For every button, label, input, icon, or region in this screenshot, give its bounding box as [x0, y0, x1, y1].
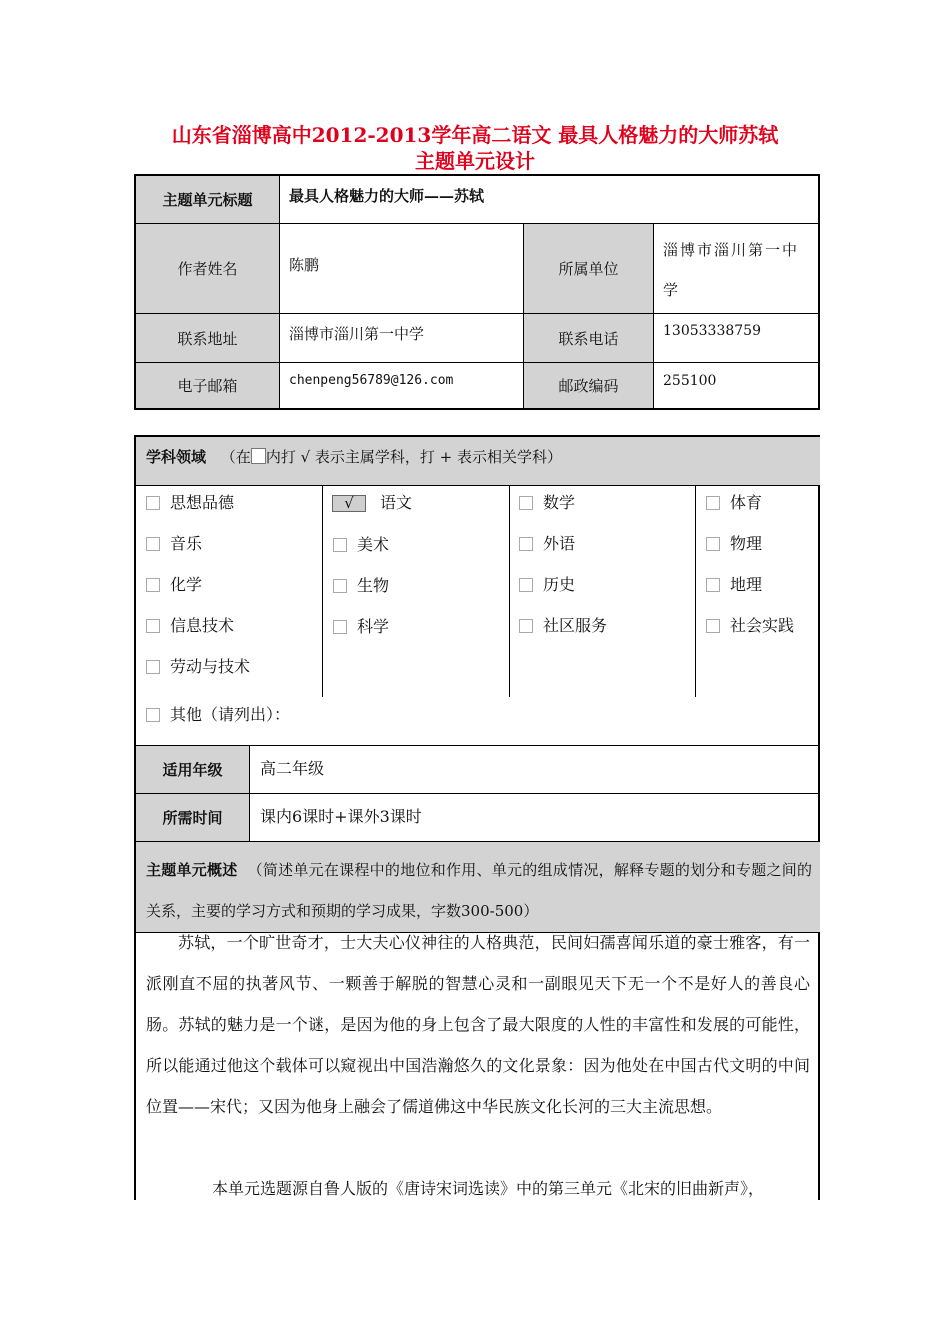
phone-value: 13053338759 [663, 323, 761, 339]
time-value: 课内6课时+课外3课时 [260, 807, 422, 826]
zip-label: 邮政编码 [558, 377, 619, 395]
subject-header-note-a: （在 [220, 448, 251, 466]
phone-label-cell [524, 314, 653, 362]
subject-label: 社区服务 [543, 616, 608, 635]
time-label: 所需时间 [162, 809, 223, 827]
info-table [134, 174, 820, 410]
zip-value: 255100 [663, 373, 717, 389]
checkbox-subject[interactable] [146, 619, 160, 633]
subject-label: 社会实践 [730, 616, 795, 635]
subject-label: 音乐 [170, 534, 203, 553]
checkbox-subject[interactable] [519, 537, 533, 551]
subject-header-note-b: 内打 √ 表示主属学科，打 + 表示相关学科） [265, 448, 563, 466]
checkbox-other[interactable] [146, 708, 160, 722]
unit-label-cell [524, 224, 653, 313]
title-line-1: 山东省淄博高中2012-2013学年高二语文 最具人格魅力的大师苏轼 [171, 123, 779, 147]
subject-label: 美术 [357, 535, 390, 554]
author-label: 作者姓名 [177, 260, 238, 278]
subject-label: 地理 [730, 575, 763, 594]
subject-label: 历史 [543, 575, 576, 594]
checkbox-subject[interactable] [333, 538, 347, 552]
subject-label: 外语 [543, 534, 576, 553]
address-value-cell [280, 314, 523, 362]
phone-label: 联系电话 [558, 329, 619, 348]
theme-value-cell [280, 176, 820, 223]
time-value-cell [250, 794, 820, 841]
phone-value-cell [654, 314, 820, 362]
subject-label: 信息技术 [170, 616, 235, 635]
address-value: 淄博市淄川第一中学 [289, 325, 425, 343]
unit-label: 所属单位 [558, 260, 619, 278]
address-label-cell [136, 314, 279, 362]
subject-label: 体育 [730, 493, 763, 512]
checkbox-subject[interactable] [146, 660, 160, 674]
subject-label: 劳动与技术 [170, 657, 251, 676]
zip-value-cell [654, 363, 820, 408]
theme-label: 主题单元标题 [162, 191, 253, 209]
checkbox-subject[interactable] [706, 496, 720, 510]
grade-label-cell [136, 746, 249, 793]
overview-note: （简述单元在课程中的地位和作用、单元的组成情况，解释专题的划分和专题之间的关系，主要的学习方式和预期的学习成果，字数300-500） [146, 861, 812, 920]
email-label-cell [136, 363, 279, 408]
subject-label: 物理 [730, 534, 763, 553]
time-label-cell [136, 794, 249, 841]
overview-label: 主题单元概述 [146, 861, 238, 879]
author-value: 陈鹏 [289, 256, 320, 274]
subject-header [136, 437, 820, 485]
grade-value-cell [250, 746, 820, 793]
checkbox-subject[interactable] [333, 620, 347, 634]
theme-value: 最具人格魅力的大师——苏轼 [289, 187, 485, 205]
grade-label: 适用年级 [162, 761, 223, 779]
zip-label-cell [524, 363, 653, 408]
address-label: 联系地址 [177, 329, 238, 348]
overview-paragraph-1: 苏轼，一个旷世奇才，士大夫心仪神往的人格典范，民间妇孺喜闻乐道的豪士雅客，有一派刚直不屈的执著风节、一颗善于解脱的智慧心灵和一副眼见天下无一个不是好人的善良心肠。苏轼的魅力是一个谜，是因为他的身上包含了最大限度的人性的丰富性和发展的可能性，所以能通过他这个载体可以窥视出中国浩瀚悠久的文化景象：因为他处在中国古代文明的中间位置——宋代；又因为他身上融会了儒道佛这中华民族文化长河的三大主流思想。 [146, 933, 810, 1116]
subject-label: 数学 [543, 493, 576, 512]
header-checkbox-sample [251, 448, 266, 464]
email-value: chenpeng56789@126.com [289, 373, 454, 388]
checkbox-subject[interactable] [146, 578, 160, 592]
checkmark-icon: √ [344, 494, 354, 512]
unit-value-cell [654, 224, 820, 313]
subject-header-label: 学科领域 [146, 448, 207, 466]
subject-label: 思想品德 [170, 493, 235, 512]
checkbox-subject[interactable] [706, 578, 720, 592]
grade-value: 高二年级 [260, 759, 325, 778]
checkbox-subject[interactable] [706, 537, 720, 551]
subject-label: 科学 [357, 617, 390, 636]
email-value-cell [280, 363, 523, 408]
checkbox-subject[interactable] [519, 578, 533, 592]
checkbox-subject[interactable] [146, 496, 160, 510]
checkbox-subject[interactable] [706, 619, 720, 633]
overview-header [136, 842, 820, 932]
checkbox-subject[interactable] [519, 496, 533, 510]
author-value-cell [280, 224, 523, 313]
subject-label: 语文 [380, 493, 413, 512]
subject-label: 化学 [170, 575, 203, 594]
unit-value: 淄博市淄川第一中学 [663, 241, 800, 299]
theme-label-cell [136, 176, 279, 223]
subject-label: 生物 [357, 576, 390, 595]
checkbox-subject[interactable] [146, 537, 160, 551]
author-label-cell [136, 224, 279, 313]
checkbox-subject[interactable] [519, 619, 533, 633]
email-label: 电子邮箱 [177, 377, 238, 395]
checkbox-checked[interactable] [332, 495, 366, 512]
document-title [60, 122, 890, 174]
other-label: 其他（请列出）： [170, 705, 291, 724]
overview-paragraph-2: 本单元选题源自鲁人版的《唐诗宋词选读》中的第三单元《北宋的旧曲新声》， [212, 1179, 765, 1198]
checkbox-subject[interactable] [333, 579, 347, 593]
title-line-2: 主题单元设计 [415, 149, 535, 173]
